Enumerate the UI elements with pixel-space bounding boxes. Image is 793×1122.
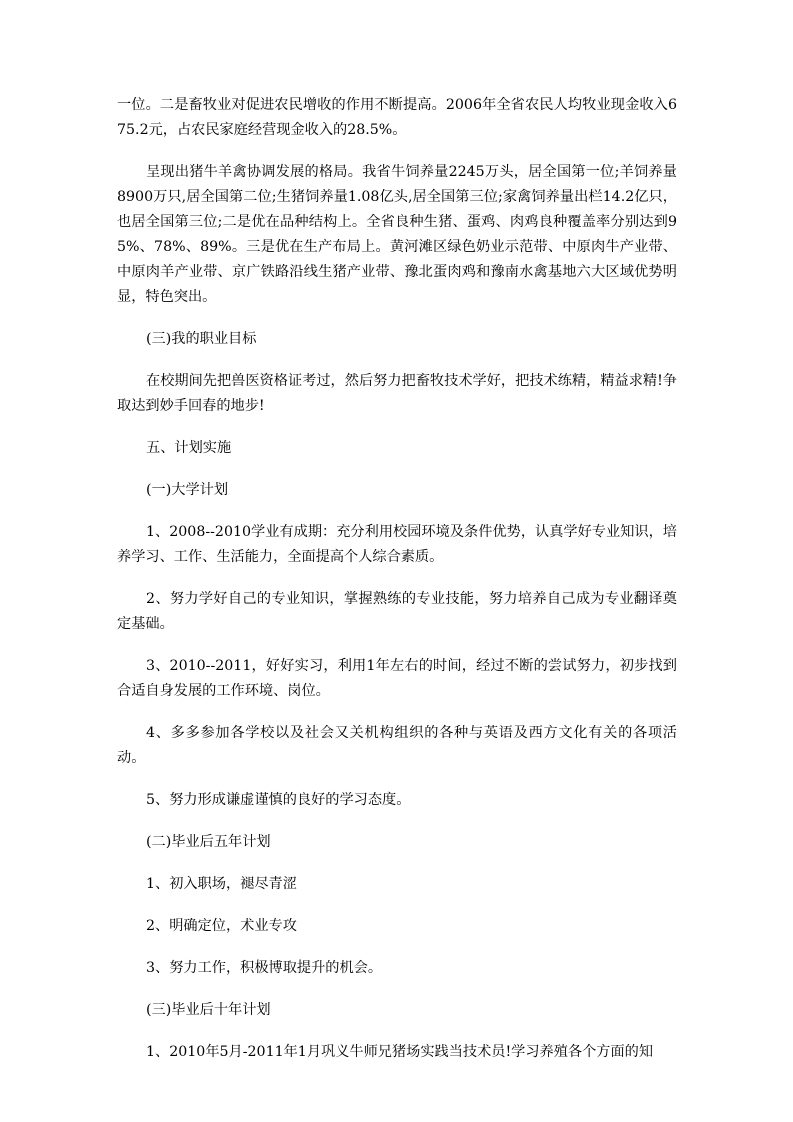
list-item-university-2: 2、努力学好自己的专业知识，掌握熟练的专业技能，努力培养自己成为专业翻译奠定基础。: [117, 591, 677, 632]
heading-five-year-plan: (二)毕业后五年计划: [146, 834, 271, 850]
heading-university-plan: (一)大学计划: [146, 482, 229, 498]
heading-plan-implementation: 五、计划实施: [146, 440, 232, 456]
paragraph-income-continued: 一位。二是畜牧业对促进农民增收的作用不断提高。2006年全省农民人均牧业现金收入675.2元，占农民家庭经营现金收入的28.5%。: [117, 97, 677, 138]
list-item-university-3: 3、2010--2011，好好实习，利用1年左右的时间，经过不断的尝试努力，初步找到合适自身发展的工作环境、岗位。: [117, 658, 677, 699]
list-item-university-1: 1、2008--2010学业有成期：充分利用校园环境及条件优势，认真学好专业知识，培养学习、工作、生活能力，全面提高个人综合素质。: [117, 524, 677, 565]
list-item-five-year-3: 3、努力工作，积极博取提升的机会。: [146, 960, 383, 976]
list-item-university-5: 5、努力形成谦虚谨慎的良好的学习态度。: [146, 792, 411, 808]
list-item-university-4: 4、多多参加各学校以及社会又关机构组织的各种与英语及西方文化有关的各项活动。: [117, 725, 677, 766]
heading-career-goal: (三)我的职业目标: [146, 331, 257, 347]
heading-ten-year-plan: (三)毕业后十年计划: [146, 1002, 271, 1018]
document-page: [117, 93, 677, 1065]
list-item-ten-year-1: 1、2010年5月-2011年1月巩义牛师兄猪场实践当技术员!学习养殖各个方面的知: [146, 1044, 654, 1060]
list-item-five-year-2: 2、明确定位，术业专攻: [146, 918, 297, 934]
list-item-five-year-1: 1、初入职场，褪尽青涩: [146, 876, 297, 892]
paragraph-livestock-structure: 呈现出猪牛羊禽协调发展的格局。我省牛饲养量2245万头，居全国第一位;羊饲养量8900万只,居全国第二位;生猪饲养量1.08亿头,居全国第三位;家禽饲养量出栏14.2亿只，也居全国第三位;二是优在品种结构上。全省良种生猪、蛋鸡、肉鸡良种覆盖率分别达到95%、78%、89%。三是优在生产布局上。黄河滩区绿色奶业示范带、中原肉牛产业带、中原肉羊产业带、京广铁路沿线生猪产业带、豫北蛋肉鸡和豫南水禽基地六大区域优势明显，特色突出。: [117, 164, 677, 305]
paragraph-career-goal: 在校期间先把兽医资格证考过，然后努力把畜牧技术学好，把技术练精，精益求精!争取达到妙手回春的地步!: [117, 373, 677, 414]
